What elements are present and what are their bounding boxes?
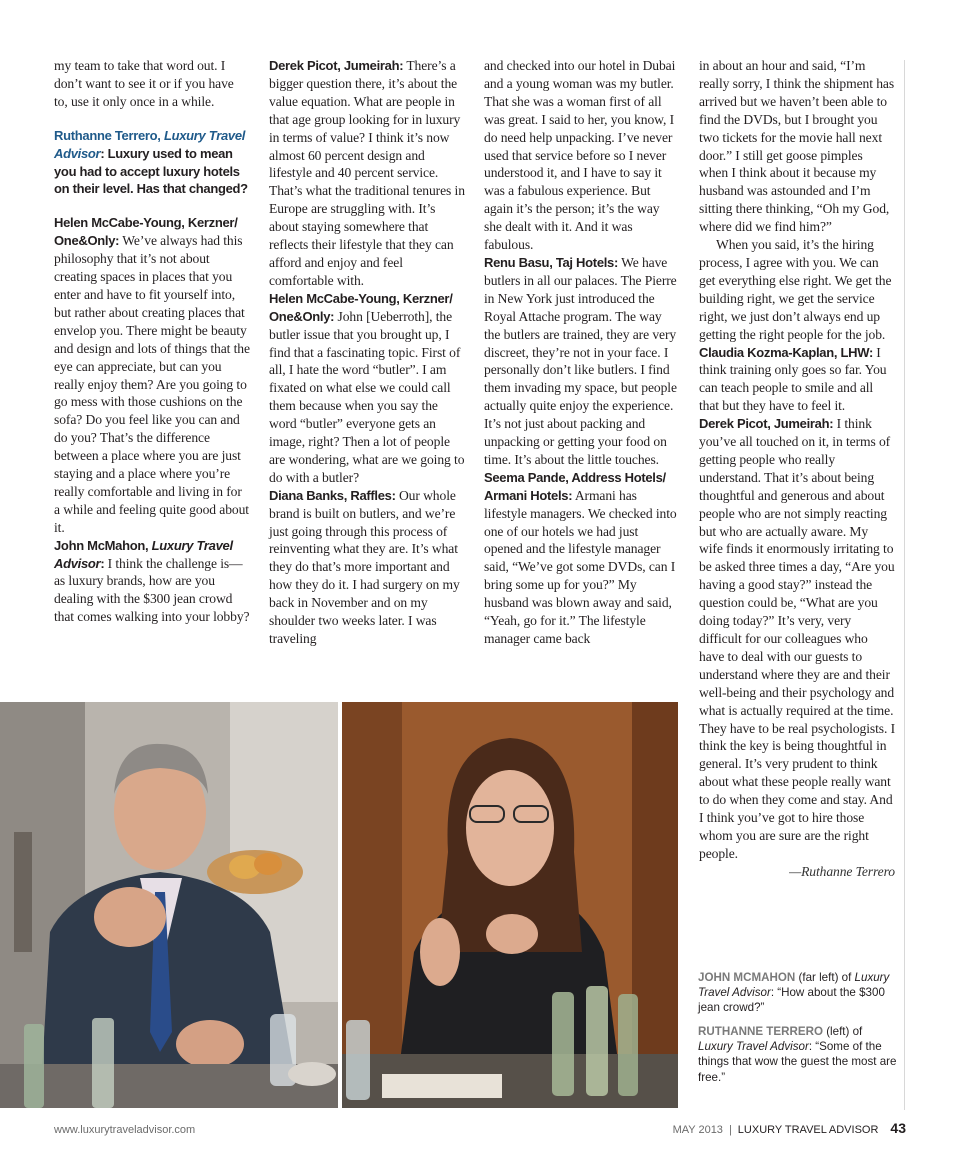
paragraph: my team to take that word out. I don’t want to see it or if you have to, use it only once in a while. xyxy=(54,58,234,109)
photo-john-mcmahon xyxy=(0,702,338,1108)
speaker-name: Derek Picot, Jumeirah: xyxy=(699,416,834,432)
speaker-name: Diana Banks, Raffles: xyxy=(269,487,396,503)
footer-folio xyxy=(673,1120,906,1136)
answer-text: I think training only goes so far. You can teach people to smile and all that but they have to feel it. xyxy=(699,344,887,414)
answer-text: Our whole brand is built on butlers, and we’re just going through this process of reinventing what they are. It’s what they do that’s more important and how they do it. I had surgery on my back in November and on my shoulder two weeks later. I was traveling xyxy=(269,487,460,646)
speaker-name: John McMahon, xyxy=(54,537,149,553)
photo-illustration xyxy=(342,702,678,1108)
speaker-colon: : xyxy=(100,555,105,571)
answer-text: There’s a bigger question there, it’s about the value equation. What are people in that age group looking for in luxury in terms of value? I think it’s now almost 60 percent design and lifestyle and 40 percent service. That’s what the traditional tenures in Europe are struggling with. It’s about staying somewhere that reflects their lifestyle that they can afford and enjoy and feel comfortable with. xyxy=(269,58,465,288)
caption-text: (far left) of xyxy=(795,971,855,984)
publication-name: Luxury Travel Advisor xyxy=(54,537,233,571)
answer xyxy=(269,290,465,487)
question xyxy=(54,127,250,199)
speaker-name: Derek Picot, Jumeirah: xyxy=(269,58,404,73)
answer xyxy=(54,214,250,536)
paragraph: and checked into our hotel in Dubai and a young woman was my butler. That she was a woman first of all was great. I said to her, you know, I do need help unpacking. I’ve never used that service before so I never understood it, and I have to say it was a fabulous experience. But again it’s the person; it’s the way she dealt with it. And it was fabulous. xyxy=(484,58,676,253)
paragraph: in about an hour and said, “I’m really sorry, I think the shipment has arrived but we haven’t been able to find the DVDs, but I brought you two tickets for the movie hall next door.” I still get goose pimples when I think about it because my husband was astounded and I’m sitting there thinking, “Oh my God, where did we find him?” xyxy=(699,58,895,235)
paragraph: When you said, it’s the hiring process, I agree with you. We can get everything else right. We get the building right, we get the service right, we just don’t always end up getting the right people for the job. xyxy=(699,237,892,342)
speaker-name: Renu Basu, Taj Hotels: xyxy=(484,254,619,270)
answer xyxy=(699,344,895,416)
caption-name: JOHN MCMAHON xyxy=(698,971,796,984)
speaker-name: Helen McCabe-Young, Kerzner/ One&Only: xyxy=(269,290,453,324)
photo-illustration xyxy=(0,702,338,1108)
caption-publication: Luxury Travel Advisor xyxy=(698,1040,809,1054)
article-column-2 xyxy=(269,57,465,648)
answer xyxy=(484,469,680,648)
column-rule xyxy=(904,60,905,1110)
caption-text: (left) of xyxy=(822,1025,863,1038)
issue-date: MAY 2013 xyxy=(672,1124,723,1136)
answer xyxy=(484,254,680,469)
caption-text: : “Some of the things that wow the guest the most are free.” xyxy=(698,1040,897,1084)
answer xyxy=(54,537,250,627)
caption-text: : “How about the $300 jean crowd?” xyxy=(698,986,885,1015)
photo-ruthanne-terrero xyxy=(342,702,678,1108)
answer-text: We’ve always had this philosophy that it’s not about creating spaces in places that you enter and have to fit yourself into, but rather about creating places that envelop you. There might be beauty and design and lots of things that the eye can appreciate, but can you really enjoy them? Are you going to go mess with those cushions on the sofa? Do you feel like you can and do you? That’s the difference between a place where you are just staying and a place where you’re really comfortable and living in for a while and feeling quite good about it. xyxy=(54,233,250,535)
answer xyxy=(269,57,465,290)
speaker-name: Seema Pande, Address Hotels/ Armani Hotels: xyxy=(484,469,666,503)
article-column-4 xyxy=(699,57,895,881)
answer-text: I think you’ve all touched on it, in terms of getting people who really understand. That it’s about being thoughtful and generous and about people who are not simply reacting but who are actually aware. My wife finds it enormously irritating to be asked three times a day, “Are you having a good stay?” instead the question could be, “What are you doing today?” It’s very, very difficult for our colleagues who have to deal with our guests to understand where they are and their well-being and their psychology and what is actually required at the time. They have to be real psychologists. I think the key is being thoughtful in general. It’s very prudent to think about what these people really want to do when they come and stay. And I think you’ve got to hire those whom you are sure are the right people. xyxy=(699,416,895,861)
answer-text: John [Ueberroth], the butler issue that you brought up, I find that a fascinating topic. First of all, I hate the word “butler”. I am fixated on what else we could call them because when you say the word “butler” everyone gets an image, right? Then a lot of people are wondering, what are we going to do with a butler? xyxy=(269,308,465,485)
folio-separator: | xyxy=(728,1124,732,1136)
photo-caption xyxy=(698,1024,898,1085)
answer xyxy=(269,487,465,648)
footer-url[interactable]: www.luxurytraveladvisor.com xyxy=(54,1124,196,1136)
author-signature: —Ruthanne Terrero xyxy=(789,863,895,879)
photo-caption xyxy=(698,970,898,1016)
speaker-name: Helen McCabe-Young, Kerzner/ One&Only: xyxy=(54,215,238,249)
article-column-3 xyxy=(484,57,680,648)
speaker-name: Claudia Kozma-Kaplan, LHW: xyxy=(699,344,873,360)
answer-text: We have butlers in all our palaces. The Pierre in New York just introduced the Royal Attache program. The way the butlers are trained, they are very discreet, they’re not in your face. I personally don’t like butlers. I find them invading my space, but people actually quite enjoy the experience. It’s not just about packing and unpacking or getting your food on time. It’s about the little touches. xyxy=(484,254,677,467)
answer xyxy=(699,415,895,863)
answer-text: Armani has lifestyle managers. We checked into one of our hotels we had just opened and the lifestyle manager said, “We’ve got some DVDs, can I bring some up for you?” My husband was blown away and said, “Yeah, go for it.” The lifestyle manager came back xyxy=(484,487,677,646)
caption-name: RUTHANNE TERRERO xyxy=(698,1025,823,1038)
speaker-name: Ruthanne Terrero, xyxy=(54,127,161,143)
answer-text: I think the challenge is—as luxury brands, how are you dealing with the $300 jean crowd that comes walking into your lobby? xyxy=(54,555,250,625)
publication-name: Luxury Travel Advisor xyxy=(54,127,246,161)
caption-publication: Luxury Travel Advisor xyxy=(698,971,890,1000)
magazine-title: LUXURY TRAVEL ADVISOR xyxy=(737,1124,879,1136)
page-number: 43 xyxy=(890,1120,906,1136)
article-column-1 xyxy=(54,57,250,626)
question-text: : Luxury used to mean you had to accept luxury hotels on their level. Has that changed? xyxy=(54,145,248,197)
